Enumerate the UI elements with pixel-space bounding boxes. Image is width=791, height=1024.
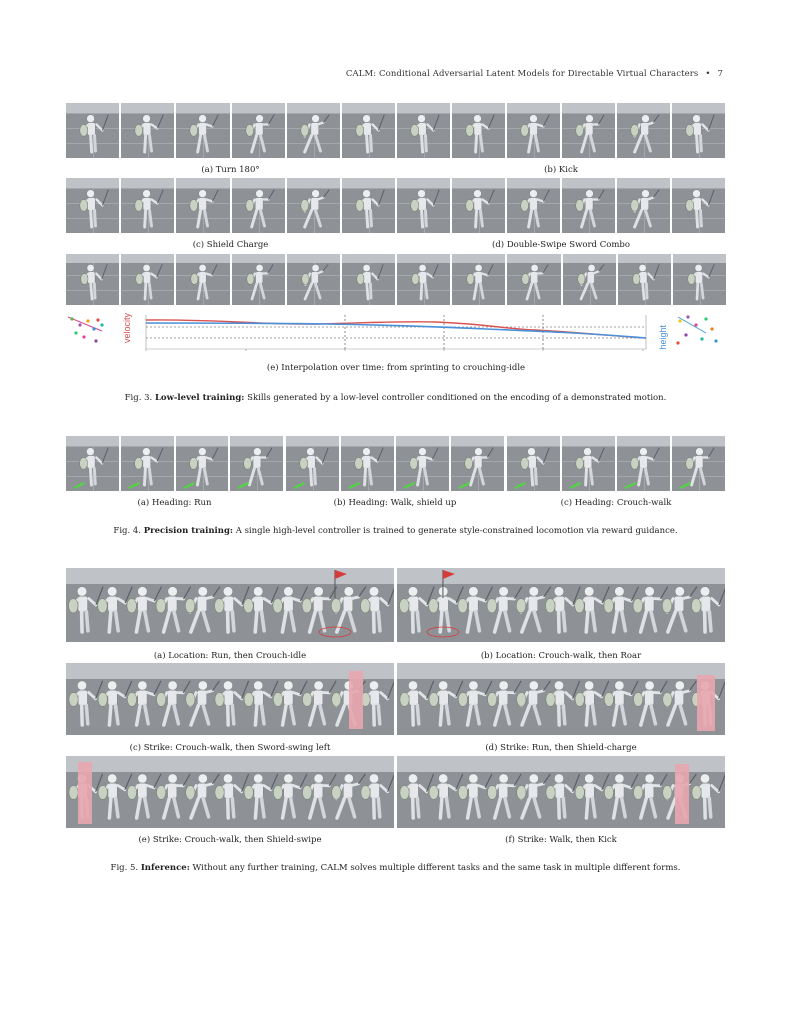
character-figure [631, 190, 659, 227]
heading-arrow-icon [680, 483, 691, 488]
character-figure [273, 681, 307, 725]
frame-panel [396, 436, 449, 491]
running-title: CALM: Conditional Adversarial Latent Models for Directable Virtual Characters [345, 69, 699, 79]
frame-panel [452, 254, 505, 305]
heading-arrow-icon [570, 483, 581, 488]
fig3b-image-strip [397, 103, 725, 158]
fig4c-image-strip [507, 436, 725, 491]
heading-arrow-icon [459, 483, 470, 488]
fig5f-caption: (f) Strike: Walk, then Kick [505, 835, 617, 845]
character-figure [190, 115, 218, 152]
frame-panel [672, 103, 725, 158]
frame-panel [66, 436, 119, 491]
character-figure [361, 681, 394, 725]
character-figure [80, 448, 108, 485]
heading-arrow-icon [294, 483, 305, 488]
fig3c-image-strip [66, 178, 395, 233]
fig3-number: Fig. 3. [124, 393, 153, 403]
frame-panel [232, 178, 285, 233]
frame-panel [397, 178, 450, 233]
character-figure [576, 190, 604, 227]
character-figure [411, 115, 439, 152]
fig5a-image [66, 568, 394, 642]
character-figure [458, 681, 492, 725]
fig4-text: A single high-level controller is trained to generate style-constrained locomotion via reward guidance. [235, 526, 678, 536]
fig4b-caption: (b) Heading: Walk, shield up [333, 498, 457, 508]
frame-panel [507, 436, 560, 491]
character-figure [356, 115, 384, 152]
fig3e-caption: (e) Interpolation over time: from sprinting to crouching-idle [266, 363, 526, 373]
character-figure [575, 587, 610, 632]
frame-panel [287, 178, 340, 233]
character-figure [487, 587, 522, 632]
character-figure [411, 190, 439, 227]
fig5c-image [66, 663, 394, 735]
fig5-number: Fig. 5. [110, 863, 139, 873]
character-figure [545, 587, 580, 632]
character-figure [521, 115, 549, 152]
frame-panel [672, 436, 725, 491]
character-figure [521, 448, 549, 485]
character-figure [466, 190, 494, 227]
fig5f-image [397, 756, 725, 828]
character-figure [356, 190, 384, 227]
fig3a-image-strip [66, 103, 395, 158]
frame-panel [121, 178, 174, 233]
character-figure [686, 190, 714, 227]
frame-panel [342, 103, 395, 158]
fig3d-image-strip [397, 178, 725, 233]
heading-arrow-icon [74, 483, 85, 488]
velocity-axis-label: velocity [122, 312, 132, 343]
character-figure [575, 774, 609, 818]
character-figure [81, 264, 107, 299]
character-figure [575, 681, 609, 725]
character-figure [546, 681, 580, 725]
character-figure [458, 774, 492, 818]
character-figure [355, 448, 383, 485]
character-figure [244, 587, 279, 632]
character-figure [245, 190, 273, 227]
fig3a-caption: (a) Turn 180° [201, 165, 260, 175]
target-pillar [349, 671, 363, 729]
fig4-number: Fig. 4. [113, 526, 141, 536]
character-figure [273, 587, 308, 632]
frame-panel [562, 436, 615, 491]
heading-arrow-icon [349, 483, 360, 488]
frame-panel [342, 254, 395, 305]
frame-panel [121, 254, 174, 305]
character-figure [517, 681, 551, 725]
character-figure [300, 448, 328, 485]
character-figure [80, 190, 108, 227]
fig4b-image-strip [286, 436, 504, 491]
frame-panel [562, 178, 615, 233]
character-figure [633, 587, 668, 632]
fig5-text: Without any further training, CALM solves multiple different tasks and the same task in multiple different forms. [192, 863, 681, 873]
fig4a-caption: (a) Heading: Run [137, 498, 212, 508]
fig5d-caption: (d) Strike: Run, then Shield-charge [485, 743, 637, 753]
character-figure [429, 681, 463, 725]
character-figure [135, 115, 163, 152]
frame-panel [563, 254, 616, 305]
character-figure [244, 681, 278, 725]
fig3d-caption: (d) Double-Swipe Sword Combo [492, 240, 630, 250]
character-figure [332, 774, 366, 818]
character-figure [98, 681, 132, 725]
fig3b-caption: (b) Kick [544, 165, 578, 175]
frame-panel [617, 103, 670, 158]
left-latent-scatter [68, 317, 104, 343]
character-figure [429, 774, 463, 818]
character-figure [662, 587, 697, 632]
character-figure [522, 264, 548, 299]
character-figure [429, 587, 464, 632]
target-pillar [675, 764, 689, 824]
character-figure [466, 115, 494, 152]
character-figure [136, 264, 162, 299]
frame-panel [230, 436, 283, 491]
character-figure [634, 774, 668, 818]
character-figure [69, 681, 103, 725]
character-figure [244, 774, 278, 818]
character-figure [631, 448, 659, 485]
character-figure [157, 774, 191, 818]
character-figure [634, 681, 668, 725]
frame-panel [287, 254, 340, 305]
frame-panel [341, 436, 394, 491]
character-figure [215, 774, 249, 818]
right-latent-scatter [676, 315, 717, 344]
character-figure [215, 681, 249, 725]
character-figure [576, 115, 604, 152]
character-figure [301, 264, 327, 299]
fig3e-interpolation-plot [66, 311, 726, 359]
frame-panel [507, 178, 560, 233]
fig5e-image [66, 756, 394, 828]
character-figure [663, 681, 697, 725]
frame-panel [176, 178, 229, 233]
character-figure [516, 587, 551, 632]
fig3e-image-strip [66, 254, 726, 305]
character-figure [361, 774, 394, 818]
character-figure [488, 774, 522, 818]
character-figure [410, 448, 438, 485]
frame-panel [176, 254, 229, 305]
height-curve [146, 323, 646, 338]
heading-arrow-icon [404, 483, 415, 488]
character-figure [517, 774, 551, 818]
character-figure [686, 115, 714, 152]
character-figure [400, 774, 434, 818]
flag-icon [335, 570, 347, 579]
height-axis-label: height [658, 325, 668, 350]
frame-panel [672, 178, 725, 233]
fig5c-caption: (c) Strike: Crouch-walk, then Sword-swing left [129, 743, 331, 753]
character-figure [576, 448, 604, 485]
character-figure [127, 587, 162, 632]
fig4-caption [0, 526, 791, 536]
fig5-lead: Inference: [140, 863, 190, 873]
fig5a-caption: (a) Location: Run, then Crouch-idle [153, 651, 307, 661]
character-figure [273, 774, 307, 818]
character-figure [191, 264, 217, 299]
heading-arrow-icon [625, 483, 636, 488]
character-figure [604, 774, 638, 818]
character-figure [303, 774, 337, 818]
character-figure [80, 115, 108, 152]
character-figure [68, 587, 103, 632]
frame-panel [342, 178, 395, 233]
character-figure [604, 681, 638, 725]
character-figure [157, 681, 191, 725]
character-figure [465, 448, 493, 485]
character-figure [186, 774, 220, 818]
character-figure [214, 587, 249, 632]
frame-panel [121, 436, 174, 491]
frame-panel [397, 254, 450, 305]
frame-panel [618, 254, 671, 305]
fig5b-caption: (b) Location: Crouch-walk, then Roar [480, 651, 642, 661]
character-figure [686, 448, 714, 485]
heading-arrow-icon [129, 483, 140, 488]
character-figure [246, 264, 272, 299]
character-figure [127, 774, 161, 818]
frame-panel [176, 436, 229, 491]
frame-panel [66, 178, 119, 233]
character-figure [577, 264, 603, 299]
character-figure [692, 774, 725, 818]
character-figure [546, 774, 580, 818]
frame-panel [562, 103, 615, 158]
character-figure [303, 681, 337, 725]
flag-icon [443, 570, 455, 579]
character-figure [135, 190, 163, 227]
character-figure [189, 448, 217, 485]
character-figure [467, 264, 493, 299]
frame-panel [66, 103, 119, 158]
fig4a-image-strip [66, 436, 283, 491]
fig4c-caption: (c) Heading: Crouch-walk [560, 498, 672, 508]
fig5e-caption: (e) Strike: Crouch-walk, then Shield-swipe [138, 835, 322, 845]
character-figure [488, 681, 522, 725]
frame-panel [507, 254, 560, 305]
target-pillar [697, 675, 715, 731]
frame-panel [673, 254, 726, 305]
character-figure [400, 681, 434, 725]
character-figure [186, 681, 220, 725]
character-figure [357, 264, 383, 299]
character-figure [631, 115, 659, 152]
fig3c-caption: (c) Shield Charge [192, 240, 269, 250]
character-figure [632, 264, 658, 299]
frame-panel [121, 103, 174, 158]
character-figure [244, 448, 272, 485]
fig3-lead: Low-level training: [154, 393, 245, 403]
fig4-lead: Precision training: [143, 526, 234, 536]
heading-arrow-icon [515, 483, 526, 488]
character-figure [412, 264, 438, 299]
character-figure [245, 115, 273, 152]
running-header: CALM: Conditional Adversarial Latent Models for Directable Virtual Characters • 7 [345, 69, 723, 79]
character-figure [360, 587, 394, 632]
character-figure [301, 190, 329, 227]
frame-panel [286, 436, 339, 491]
character-figure [301, 115, 329, 152]
character-figure [185, 587, 220, 632]
character-figure [521, 190, 549, 227]
character-figure [399, 587, 434, 632]
frame-panel [232, 103, 285, 158]
frame-panel [617, 178, 670, 233]
fig5d-image [397, 663, 725, 735]
frame-panel [617, 436, 670, 491]
frame-panel [232, 254, 285, 305]
heading-arrow-icon [238, 483, 249, 488]
character-figure [134, 448, 162, 485]
fig5-caption [0, 863, 791, 873]
target-pillar [78, 762, 92, 824]
fig3-caption [0, 393, 791, 403]
frame-panel [66, 254, 119, 305]
frame-panel [452, 103, 505, 158]
character-figure [98, 587, 133, 632]
frame-panel [287, 103, 340, 158]
character-figure [604, 587, 639, 632]
character-figure [688, 264, 714, 299]
target-circle [427, 627, 459, 637]
character-figure [691, 587, 725, 632]
fig5b-image [397, 568, 725, 642]
frame-panel [452, 178, 505, 233]
page-number: 7 [717, 69, 723, 79]
frame-panel [451, 436, 504, 491]
character-figure [127, 681, 161, 725]
character-figure [190, 190, 218, 227]
frame-panel [397, 103, 450, 158]
heading-arrow-icon [183, 483, 194, 488]
fig3-text: Skills generated by a low-level controller conditioned on the encoding of a demonstrated motion. [247, 393, 667, 403]
character-figure [331, 587, 366, 632]
character-figure [156, 587, 191, 632]
character-figure [98, 774, 132, 818]
character-figure [302, 587, 337, 632]
frame-panel [507, 103, 560, 158]
character-figure [458, 587, 493, 632]
frame-panel [176, 103, 229, 158]
